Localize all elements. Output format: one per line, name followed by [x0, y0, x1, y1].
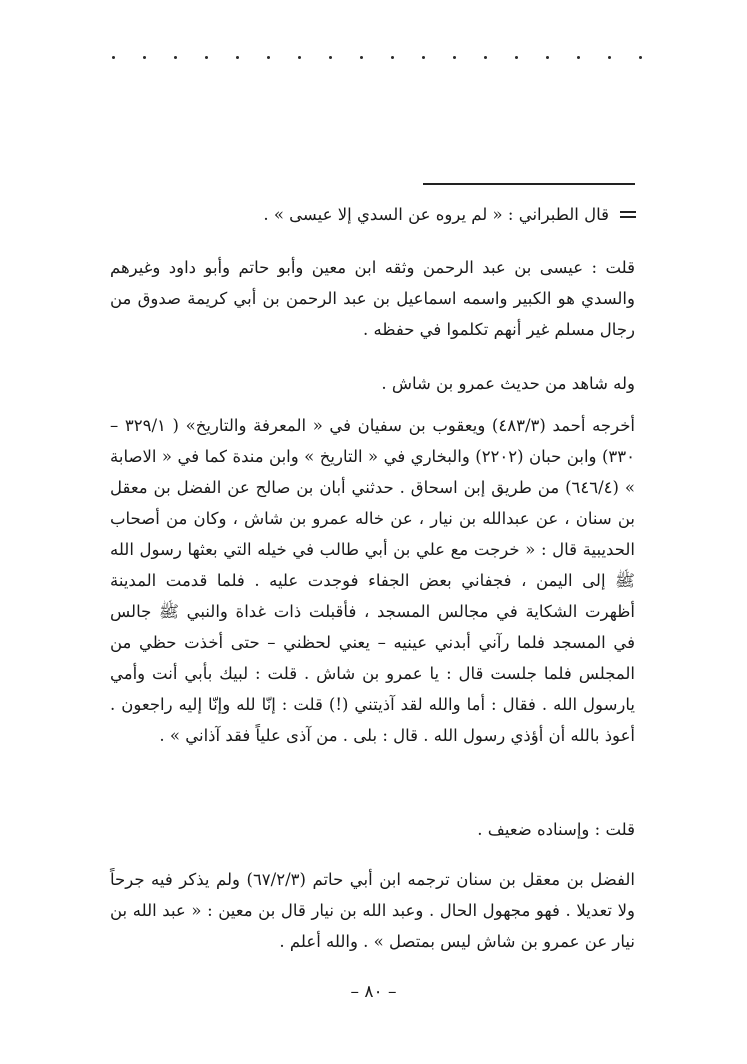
- border-dot: [422, 56, 425, 59]
- page-number: – ٨٠ –: [350, 982, 397, 1002]
- border-dot: [236, 56, 239, 59]
- footnote-paragraph-isnad: قلت : وإسناده ضعيف .: [477, 820, 635, 839]
- border-dot: [515, 56, 518, 59]
- border-dot: [205, 56, 208, 59]
- footnote-continuation-mark: [620, 211, 636, 221]
- border-dot: [360, 56, 363, 59]
- footnote-paragraph-tabarani: قال الطبراني : « لم يروه عن السدي إلا عيسى » .: [263, 205, 609, 224]
- footnote-paragraph-takhrij: أخرجه أحمد (٤٨٣/٣) ويعقوب بن سفيان في « المعرفة والتاريخ» ( ٣٢٩/١ – ٣٣٠) وابن حبان (٢٢٠٢) والبخاري في « التاريخ » وابن مندة كما في « الاصابة » (٦٤٦/٤) من طريق إبن اسحاق . حدثني أبان بن صالح عن الفضل بن معقل بن سنان ، عن عبدالله بن نيار ، عن خاله عمرو بن شاش ، وكان من أصحاب الحديبية قال : « خرجت مع علي بن أبي طالب في خيله التي بعثها رسول الله ﷺ إلى اليمن ، فجفاني بعض الجفاء فوجدت عليه . فلما قدمت المدينة أظهرت الشكاية في مجالس المسجد ، فأقبلت ذات غداة والنبي ﷺ جالس في المسجد فلما رآني أبدني عينيه – يعني لحظني – حتى أخذت حظي من المجلس فلما جلست قال : يا عمرو بن شاش . قلت : لبيك بأبي أنت وأمي يارسول الله . فقال : أما والله لقد آذيتني (!) قلت : إنّا لله وإنّا إليه راجعون . أعوذ بالله أن أؤذي رسول الله . قال : بلى . من آذى علياً فقد آذاني » .: [110, 416, 636, 745]
- footnote-paragraph-shahid: وله شاهد من حديث عمرو بن شاش .: [381, 374, 635, 393]
- border-dot: [453, 56, 456, 59]
- footnote-separator-rule: [423, 183, 635, 185]
- border-dot: [484, 56, 487, 59]
- border-dot: [112, 56, 115, 59]
- border-dot: [639, 56, 642, 59]
- border-dot: [608, 56, 611, 59]
- border-dot: [329, 56, 332, 59]
- border-dot: [298, 56, 301, 59]
- footnote-paragraph-fadl: الفضل بن معقل بن سنان ترجمه ابن أبي حاتم (٦٧/٢/٣) ولم يذكر فيه جرحاً ولا تعديلا . فهو مجهول الحال . وعبد الله بن نيار قال بن معين : « عبد الله بن نيار عن عمرو بن شاش ليس بمتصل » . والله أعلم .: [110, 870, 635, 951]
- top-dotted-border: [112, 56, 642, 59]
- border-dot: [577, 56, 580, 59]
- border-dot: [391, 56, 394, 59]
- border-dot: [174, 56, 177, 59]
- border-dot: [267, 56, 270, 59]
- border-dot: [143, 56, 146, 59]
- footnote-paragraph-isa: قلت : عيسى بن عبد الرحمن وثقه ابن معين وأبو حاتم وأبو داود وغيرهم والسدي هو الكبير واسمه اسماعيل بن عبد الرحمن بن أبي كريمة صدوق من رجال مسلم غير أنهم تكلموا في حفظه .: [110, 258, 635, 339]
- border-dot: [546, 56, 549, 59]
